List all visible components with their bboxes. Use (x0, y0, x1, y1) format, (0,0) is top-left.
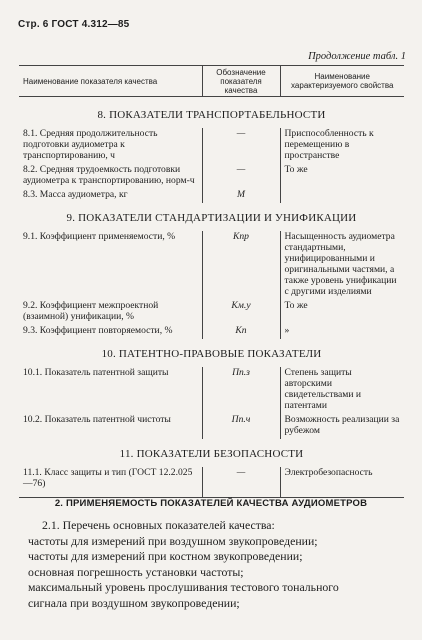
indicator-name: 8.3. Масса аудиометра, кг (23, 189, 128, 200)
indicator-property: Электробезопасность (280, 467, 404, 498)
indicator-symbol: — (202, 128, 280, 164)
indicator-property (280, 189, 404, 203)
table-row (19, 189, 404, 203)
indicator-name: 10.2. Показатель патентной чистоты (23, 414, 171, 425)
table-header-row (19, 66, 404, 97)
column-header-name: Наименование показателя качества (19, 66, 202, 97)
indicator-symbol: Км.у (202, 300, 280, 325)
section-title: 9. ПОКАЗАТЕЛИ СТАНДАРТИЗАЦИИ И УНИФИКАЦИИ (66, 212, 357, 224)
paragraph-line: основная погрешность установки частоты; (28, 564, 244, 579)
indicator-property: То же (280, 164, 404, 189)
paragraph-line: частоты для измерений при воздушном звукопроведении; (28, 533, 318, 548)
table-row (19, 467, 404, 498)
table-row (19, 300, 404, 325)
indicator-property: Приспособленность к перемещению в пространстве (280, 128, 404, 164)
section-row (19, 439, 404, 467)
indicator-symbol: — (202, 467, 280, 498)
table-row (19, 164, 404, 189)
table-row (19, 231, 404, 300)
indicator-symbol: Пп.ч (202, 414, 280, 439)
indicator-symbol: М (202, 189, 280, 203)
section-title: 10. ПАТЕНТНО-ПРАВОВЫЕ ПОКАЗАТЕЛИ (101, 348, 322, 360)
indicator-name: 10.1. Показатель патентной защиты (23, 367, 169, 378)
paragraph-line: сигнала при воздушном звукопроведении; (28, 595, 240, 610)
table-row (19, 128, 404, 164)
indicator-property: Степень защиты авторскими свидетельствами и патентами (280, 367, 404, 414)
section-title: 8. ПОКАЗАТЕЛИ ТРАНСПОРТАБЕЛЬНОСТИ (97, 109, 326, 121)
table-row (19, 414, 404, 439)
section-title: 11. ПОКАЗАТЕЛИ БЕЗОПАСНОСТИ (119, 448, 304, 460)
indicator-name: 11.1. Класс защиты и тип (ГОСТ 12.2.025—76) (23, 467, 193, 489)
indicator-symbol: Кп (202, 325, 280, 339)
table-row (19, 325, 404, 339)
page-header: Стр. 6 ГОСТ 4.312—85 (18, 19, 130, 30)
table-continued-label: Продолжение табл. 1 (308, 51, 406, 62)
section-2-body (28, 518, 406, 611)
indicator-property: Возможность реализации за рубежом (280, 414, 404, 439)
paragraph-line: максимальный уровень прослушивания тестового тонального (28, 580, 339, 594)
section-row (19, 97, 404, 129)
column-header-symbol: Обозначение показателя качества (202, 66, 280, 97)
section-row (19, 203, 404, 231)
indicator-symbol: Кпр (202, 231, 280, 300)
indicator-property: » (280, 325, 404, 339)
section-2-title: 2. ПРИМЕНЯЕМОСТЬ ПОКАЗАТЕЛЕЙ КАЧЕСТВА АУДИОМЕТРОВ (54, 498, 368, 509)
indicator-property: Насыщенность аудиометра стандартными, унифицированными и оригинальными частями, а также уровень унификации с другими изделиями (280, 231, 404, 300)
paragraph-line: 2.1. Перечень основных показателей качества: (42, 518, 275, 532)
indicator-name: 9.2. Коэффициент межпроектной (взаимной) унификации, % (23, 300, 159, 322)
indicator-name: 9.1. Коэффициент применяемости, % (23, 231, 176, 242)
column-header-property: Наименование характеризуемого свойства (280, 66, 404, 97)
indicator-name: 8.2. Средняя трудоемкость подготовки аудиометра к транспортированию, норм-ч (23, 164, 195, 186)
indicator-symbol: Пп.з (202, 367, 280, 414)
quality-indicators-table (19, 65, 404, 498)
indicator-symbol: — (202, 164, 280, 189)
table-row (19, 367, 404, 414)
indicator-name: 9.3. Коэффициент повторяемости, % (23, 325, 173, 336)
section-row (19, 339, 404, 367)
paragraph-line: частоты для измерений при костном звукопроведении; (28, 549, 303, 563)
indicator-property: То же (280, 300, 404, 325)
indicator-name: 8.1. Средняя продолжительность подготовки аудиометра к транспортированию, ч (23, 128, 158, 161)
